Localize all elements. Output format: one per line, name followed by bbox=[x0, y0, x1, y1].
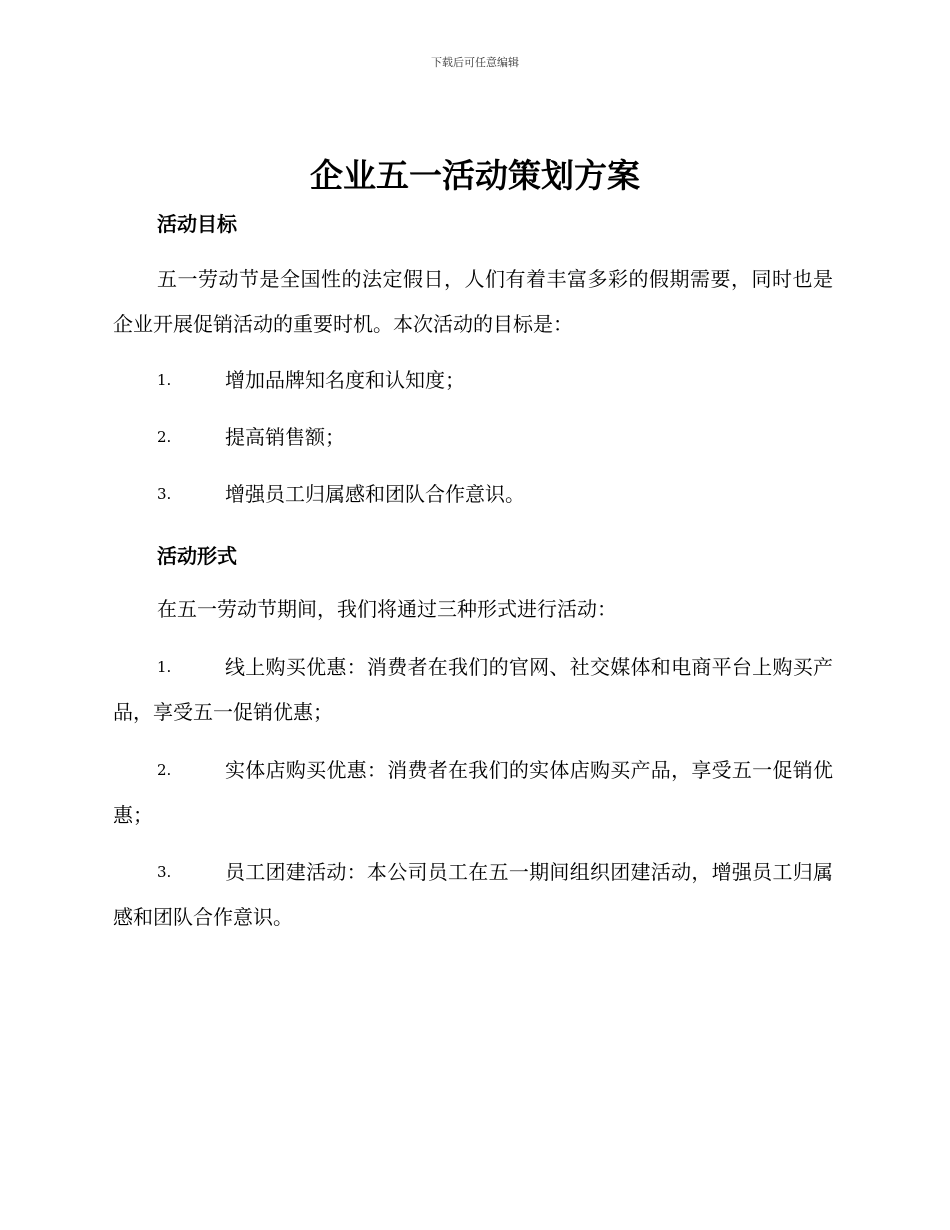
list-item-number: 2. bbox=[157, 428, 172, 446]
list-item-text: 员工团建活动：本公司员工在五一期间组织团建活动，增强员工归属感和团队合作意识。 bbox=[113, 860, 833, 929]
page-header-note: 下载后可任意编辑 bbox=[431, 56, 519, 69]
section-intro-goals: 五一劳动节是全国性的法定假日，人们有着丰富多彩的假期需要，同时也是企业开展促销活动的重要时机。本次活动的目标是： bbox=[113, 267, 833, 336]
list-item bbox=[113, 358, 833, 403]
list-item-number: 3. bbox=[157, 863, 172, 881]
list-item-text: 增强员工归属感和团队合作意识。 bbox=[225, 482, 525, 506]
list-item bbox=[113, 645, 833, 735]
list-item-text: 增加品牌知名度和认知度； bbox=[225, 368, 465, 392]
list-item bbox=[113, 415, 833, 460]
list-item-number: 1. bbox=[157, 658, 172, 676]
document-title: 企业五一活动策划方案 bbox=[310, 156, 640, 195]
section-intro-format: 在五一劳动节期间，我们将通过三种形式进行活动： bbox=[157, 597, 617, 621]
list-item-number: 3. bbox=[157, 485, 172, 503]
list-item-number: 1. bbox=[157, 371, 172, 389]
section-heading-goals: 活动目标 bbox=[157, 212, 237, 236]
list-item-text: 提高销售额； bbox=[225, 425, 345, 449]
list-item bbox=[113, 472, 833, 517]
list-item-text: 实体店购买优惠：消费者在我们的实体店购买产品，享受五一促销优惠； bbox=[113, 758, 833, 827]
list-item-number: 2. bbox=[157, 761, 172, 779]
list-item-text: 线上购买优惠：消费者在我们的官网、社交媒体和电商平台上购买产品，享受五一促销优惠； bbox=[113, 655, 833, 724]
list-item bbox=[113, 850, 833, 940]
list-item bbox=[113, 748, 833, 838]
section-heading-format: 活动形式 bbox=[157, 544, 237, 568]
